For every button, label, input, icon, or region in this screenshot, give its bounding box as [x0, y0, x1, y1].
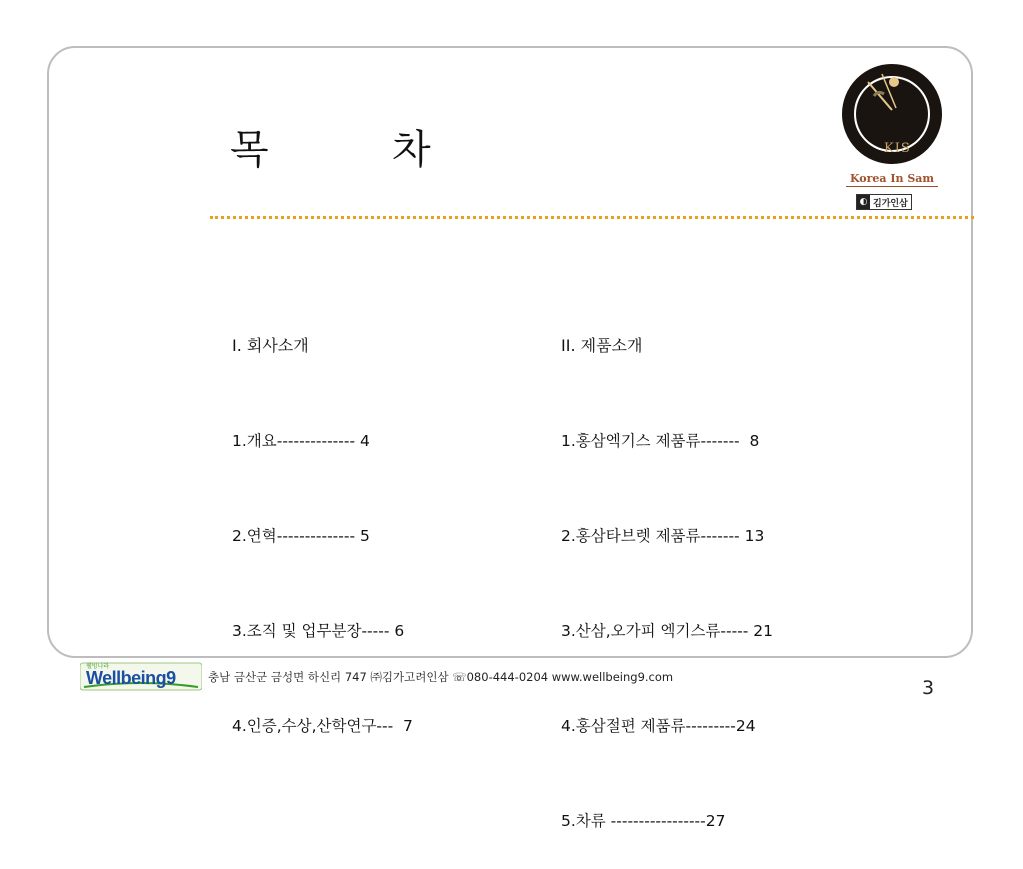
toc-left-heading: I. 회사소개 [232, 336, 309, 356]
logo-sub-badge [856, 194, 912, 210]
toc-item: 1.홍삼엑기스 제품류------- 8 [561, 431, 760, 450]
footer-address: 충남 금산군 금성면 하신리 747 ㈜김가고려인삼 ☏080-444-0204 www.wellbeing9.com [208, 670, 674, 684]
page-title-part2: 차 [392, 127, 431, 173]
toc-right-column [561, 267, 773, 869]
page-title-part1: 목 [230, 127, 269, 173]
toc-item: 4.홍삼절편 제품류---------24 [561, 716, 756, 735]
toc-right-heading: II. 제품소개 [561, 336, 643, 356]
toc-item: 3.조직 및 업무분장----- 6 [232, 621, 405, 640]
page-number: 3 [922, 677, 935, 699]
logo-brand-name: Korea In Sam [846, 172, 938, 187]
toc-item: 1.개요-------------- 4 [232, 431, 370, 450]
logo-sub-label: 김가인삼 [873, 198, 908, 209]
toc-left-column [232, 267, 413, 774]
slide-frame [47, 46, 973, 658]
ginseng-mark-icon: ◐ [857, 195, 870, 209]
logo-emblem-text: KIS [884, 141, 911, 156]
kis-logo [838, 62, 946, 212]
logo-tagline: 웰빙나라 [86, 663, 110, 670]
toc-item: 4.인증,수상,산학연구--- 7 [232, 716, 413, 735]
logo-wordmark: Wellbeing9 [86, 668, 176, 688]
wellbeing9-logo [80, 661, 202, 691]
toc-item: 2.홍삼타브렛 제품류------- 13 [561, 526, 765, 545]
toc-item: 2.연혁-------------- 5 [232, 526, 370, 545]
dotted-divider [210, 216, 974, 219]
toc-item: 5.차류 -----------------27 [561, 811, 726, 830]
toc-item: 3.산삼,오가피 엑기스류----- 21 [561, 621, 774, 640]
